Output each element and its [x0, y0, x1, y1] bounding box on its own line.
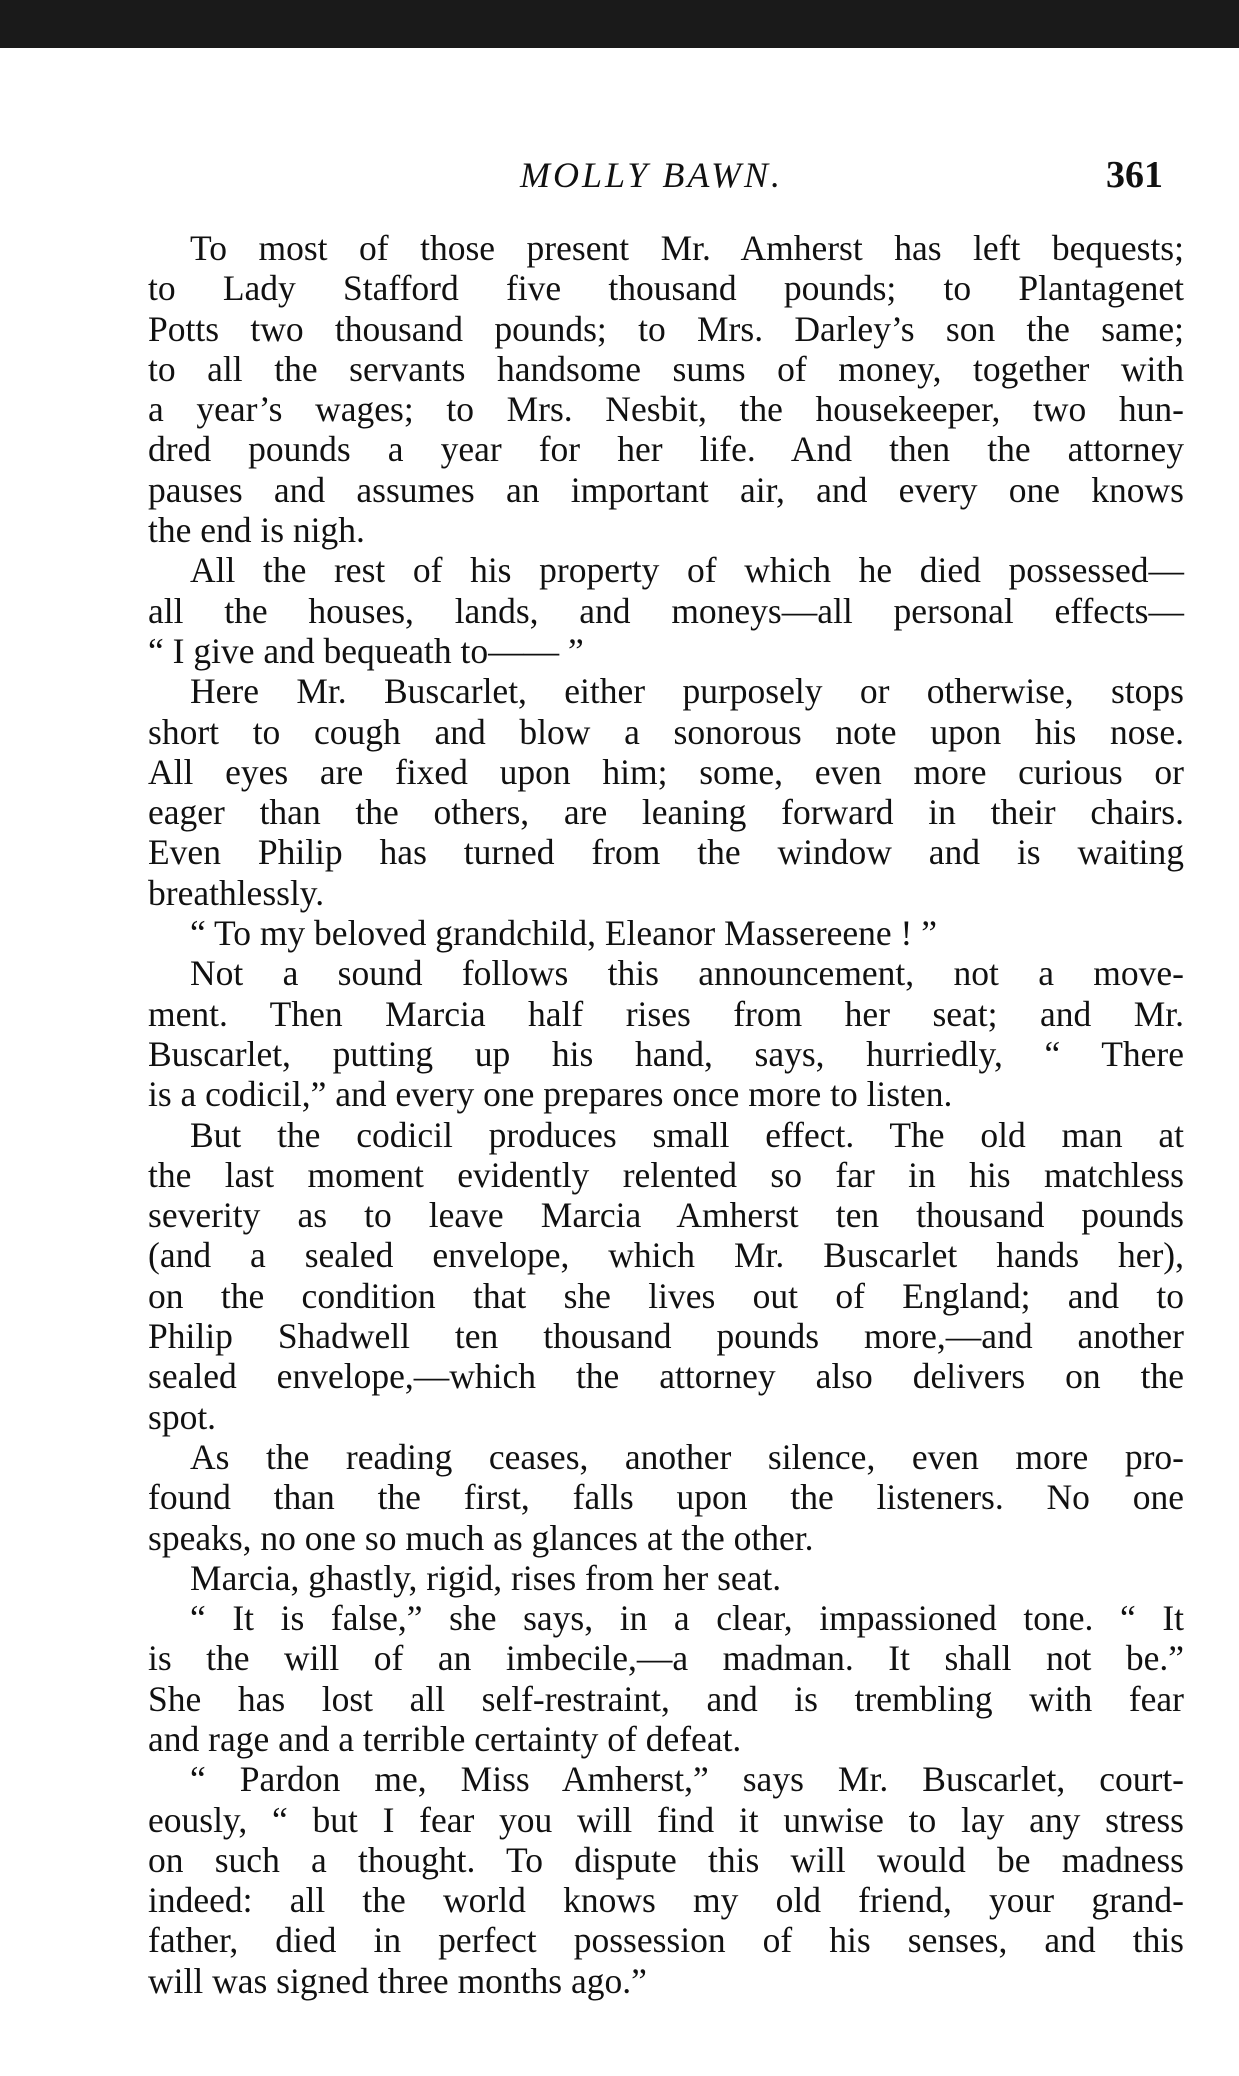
text-line: But the codicil produces small effect. The old man at	[190, 1114, 1184, 1155]
paragraph	[148, 1558, 1184, 1598]
running-title: MOLLY BAWN.	[520, 155, 783, 195]
text-line: the end is nigh.	[148, 510, 365, 551]
text-line: to all the servants handsome sums of money, together with	[148, 348, 1184, 389]
text-line: As the reading ceases, another silence, even more pro-	[190, 1436, 1184, 1477]
paragraph	[148, 913, 1184, 953]
text-line: sealed envelope,—which the attorney also delivers on the	[148, 1356, 1184, 1397]
page-edge-dark-band	[0, 0, 1239, 48]
text-line: indeed: all the world knows my old friend, your grand-	[148, 1880, 1184, 1921]
text-line: All the rest of his property of which he died possessed—	[190, 550, 1184, 591]
paragraph	[148, 228, 1184, 550]
text-line: speaks, no one so much as glances at the other.	[148, 1517, 814, 1558]
text-line: severity as to leave Marcia Amherst ten thousand pounds	[148, 1195, 1184, 1236]
text-line: short to cough and blow a sonorous note upon his nose.	[148, 711, 1184, 752]
text-line: Marcia, ghastly, rigid, rises from her seat.	[190, 1557, 782, 1598]
text-line: Potts two thousand pounds; to Mrs. Darley’s son the same;	[148, 308, 1184, 349]
text-line: “ I give and bequeath to—— ”	[148, 630, 584, 671]
running-head	[0, 150, 1239, 200]
text-line: “ To my beloved grandchild, Eleanor Massereene ! ”	[190, 913, 938, 954]
paragraph	[148, 671, 1184, 913]
text-line: spot.	[148, 1396, 217, 1437]
text-line: is a codicil,” and every one prepares once more to listen.	[148, 1074, 953, 1115]
text-line: breathlessly.	[148, 872, 325, 913]
text-line: a year’s wages; to Mrs. Nesbit, the housekeeper, two hun-	[148, 389, 1184, 430]
text-line: to Lady Stafford five thousand pounds; to Plantagenet	[148, 268, 1184, 309]
text-line: eager than the others, are leaning forward in their chairs.	[148, 792, 1184, 833]
text-line: and rage and a terrible certainty of defeat.	[148, 1718, 742, 1759]
text-line: (and a sealed envelope, which Mr. Buscarlet hands her),	[148, 1235, 1184, 1276]
text-line: all the houses, lands, and moneys—all personal effects—	[148, 590, 1184, 631]
text-line: found than the first, falls upon the listeners. No one	[148, 1477, 1184, 1518]
text-line: on the condition that she lives out of England; and to	[148, 1275, 1184, 1316]
text-line: All eyes are fixed upon him; some, even more curious or	[148, 751, 1184, 792]
text-line: Here Mr. Buscarlet, either purposely or otherwise, stops	[190, 671, 1184, 712]
text-line: Philip Shadwell ten thousand pounds more,—and another	[148, 1316, 1184, 1357]
body-text	[148, 228, 1184, 2001]
text-line: ment. Then Marcia half rises from her seat; and Mr.	[148, 993, 1184, 1034]
text-line: To most of those present Mr. Amherst has left bequests;	[190, 228, 1184, 268]
text-line: Buscarlet, putting up his hand, says, hurriedly, “ There	[148, 1033, 1184, 1074]
page-number: 361	[1106, 154, 1163, 196]
text-line: “ Pardon me, Miss Amherst,” says Mr. Buscarlet, court-	[190, 1759, 1184, 1800]
text-line: pauses and assumes an important air, and every one knows	[148, 469, 1184, 510]
paragraph	[148, 953, 1184, 1114]
paragraph	[148, 1437, 1184, 1558]
text-line: on such a thought. To dispute this will would be madness	[148, 1839, 1184, 1880]
text-line: She has lost all self-restraint, and is trembling with fear	[148, 1678, 1184, 1719]
text-line: the last moment evidently relented so far in his matchless	[148, 1154, 1184, 1195]
text-line: is the will of an imbecile,—a madman. It shall not be.”	[148, 1638, 1184, 1679]
text-line: dred pounds a year for her life. And then the attorney	[148, 429, 1184, 470]
text-line: father, died in perfect possession of his senses, and this	[148, 1920, 1184, 1961]
text-line: eously, “ but I fear you will find it unwise to lay any stress	[148, 1799, 1184, 1840]
paragraph	[148, 1759, 1184, 2001]
text-line: Not a sound follows this announcement, not a move-	[190, 953, 1184, 994]
paragraph	[148, 1598, 1184, 1759]
paragraph	[148, 550, 1184, 671]
paragraph	[148, 1115, 1184, 1437]
text-line: Even Philip has turned from the window and is waiting	[148, 832, 1184, 873]
text-line: will was signed three months ago.”	[148, 1960, 647, 2001]
text-line: “ It is false,” she says, in a clear, impassioned tone. “ It	[190, 1598, 1184, 1639]
